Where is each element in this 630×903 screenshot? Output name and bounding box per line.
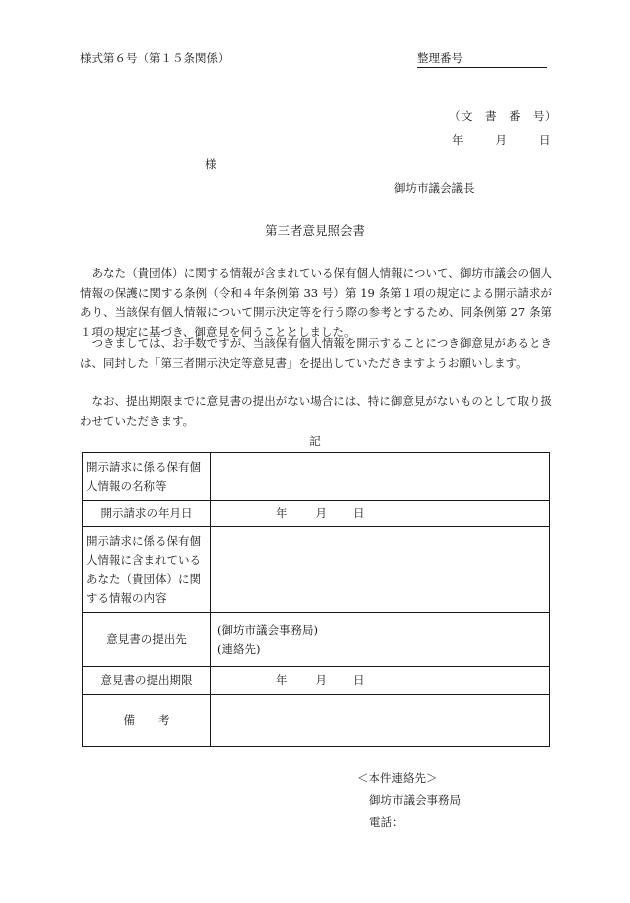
row-label-info-name: 開示請求に係る保有個人情報の名称等 [83,453,211,501]
letter-date [452,132,551,148]
request-date-day: 日 [353,506,365,520]
table-row [83,453,550,501]
deadline-day: 日 [353,673,365,687]
body-paragraph-3: なお、提出期限までに意見書の提出がない場合には、特に御意見がないものとして取り扱わせていただきます。 [80,394,552,428]
request-date-year: 年 [276,506,288,520]
contact-office: 御坊市議会事務局 [369,793,461,807]
deadline-year: 年 [276,673,288,687]
row-label-info-content: 開示請求に係る保有個人情報に含まれているあなた（貴団体）に関する情報の内容 [83,527,211,613]
row-label-remarks: 備 考 [83,695,211,747]
addressee: 様 [205,157,217,171]
sender: 御坊市議会議長 [394,181,475,195]
request-date-month: 月 [315,506,327,520]
letter-date-day: 日 [539,133,551,147]
row-value-remarks[interactable] [211,695,550,747]
row-value-deadline[interactable] [211,667,550,695]
row-label-submit-to: 意見書の提出先 [83,613,211,667]
form-number: 様式第６号（第１５条関係） [80,51,230,65]
submit-to-office: (御坊市議会事務局) [217,622,318,637]
row-value-request-date[interactable] [211,501,550,527]
table-row [83,613,550,667]
body-paragraph-2: つきましては、お手数ですが、当該保有個人情報を開示することにつき御意見があるときは、同封した「第三者開示決定等意見書」を提出していただきますようお願いします。 [80,336,552,370]
letter-date-year: 年 [452,133,464,147]
table-row [83,527,550,613]
row-label-request-date: 開示請求の年月日 [83,501,211,527]
document-number: （文 書 番 号） [449,109,557,123]
reference-number-field: 整理番号 [417,50,547,68]
row-label-deadline: 意見書の提出期限 [83,667,211,695]
row-value-info-name[interactable] [211,453,550,501]
body-paragraph-1: あなた（貴団体）に関する情報が含まれている保有個人情報について、御坊市議会の個人情報の保護に関する条例（令和４年条例第 33 号）第 19 条第１項の規定による開示請求があり、当該保有個人情報について開示決定等を行う際の参考とするため、同条例第 27 条第１項の規定に基づき、御意見を伺うこととしました。 [80,266,552,339]
submit-to-contact: (連絡先) [217,641,261,656]
inquiry-table [82,452,550,747]
document-title: 第三者意見照会書 [264,223,365,238]
deadline-month: 月 [315,673,327,687]
ki-heading: 記 [309,434,321,448]
row-value-submit-to [211,613,550,667]
table-row [83,667,550,695]
contact-phone: 電話： [369,815,404,829]
letter-date-month: 月 [495,133,507,147]
table-row [83,501,550,527]
row-value-info-content[interactable] [211,527,550,613]
contact-heading: ＜本件連絡先＞ [357,771,438,785]
table-row [83,695,550,747]
